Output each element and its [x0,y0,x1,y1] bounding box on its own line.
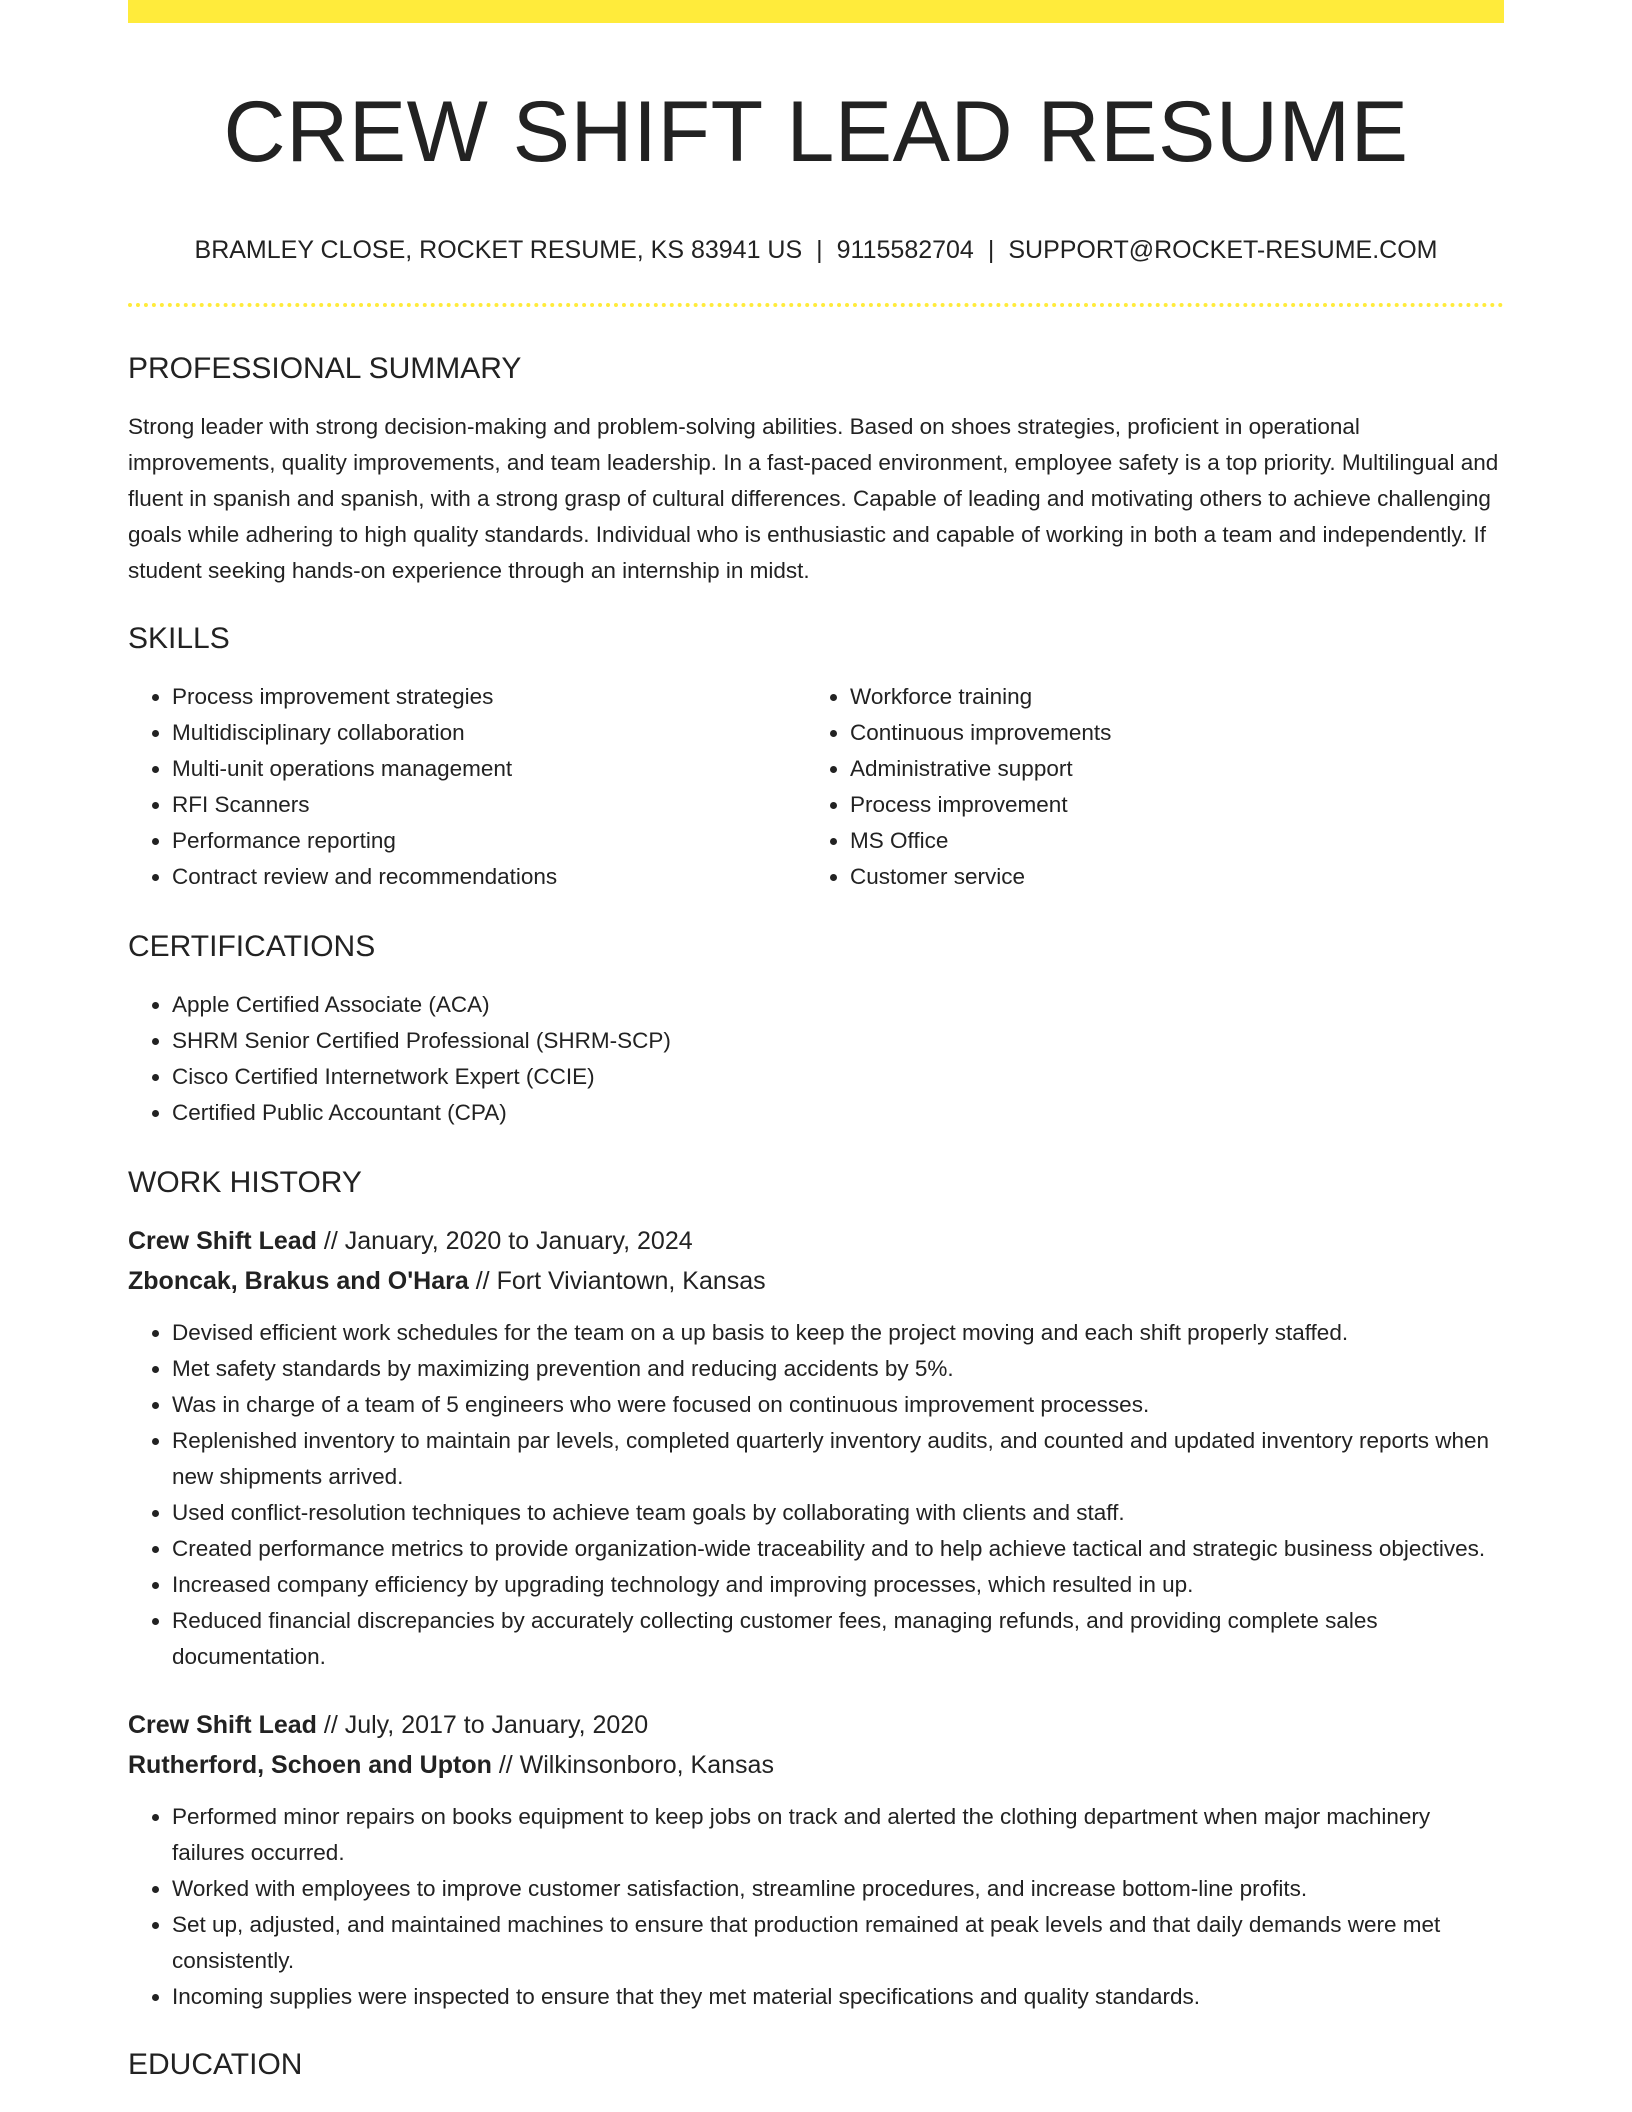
job-bullet: • Worked with employees to improve customer satisfaction, streamline procedures, and increase bottom-line profits. [172,1871,1504,1907]
job-bullet: • Increased company efficiency by upgrading technology and improving processes, which resulted in up. [172,1567,1504,1603]
contact-email: SUPPORT@ROCKET-RESUME.COM [1008,235,1438,264]
certification-item: • SHRM Senior Certified Professional (SHRM-SCP) [172,1023,1504,1059]
skill-item: • Process improvement [850,787,1484,823]
skills-list-right [806,679,1484,895]
job-company: Rutherford, Schoen and Upton [128,1750,492,1779]
job-location: // Fort Viviantown, Kansas [468,1266,766,1295]
skills-list-left [128,679,806,895]
skill-item: • Customer service [850,859,1484,895]
contact-line [128,235,1504,265]
education-heading: EDUCATION [128,2047,303,2081]
job-bullet: • Performed minor repairs on books equipment to keep jobs on track and alerted the clothing department when major machinery failures occurred. [172,1799,1504,1871]
skills-heading: SKILLS [128,621,230,655]
skill-item: • RFI Scanners [172,787,806,823]
contact-separator: | [816,235,823,264]
job-bullet: • Was in charge of a team of 5 engineers who were focused on continuous improvement processes. [172,1387,1504,1423]
job-bullet: • Created performance metrics to provide organization-wide traceability and to help achieve tactical and strategic business objectives. [172,1531,1504,1567]
skill-item: • Performance reporting [172,823,806,859]
skill-item: • Continuous improvements [850,715,1484,751]
job-bullet: • Set up, adjusted, and maintained machines to ensure that production remained at peak levels and that daily demands were met consistently. [172,1907,1504,1979]
skill-item: • Process improvement strategies [172,679,806,715]
job-title-line [128,1705,1504,1745]
skill-item: • MS Office [850,823,1484,859]
skill-item: • Contract review and recommendations [172,859,806,895]
skills-columns [128,679,1504,895]
skill-item: • Workforce training [850,679,1484,715]
job-bullet: • Used conflict-resolution techniques to achieve team goals by collaborating with clients and staff. [172,1495,1504,1531]
job-title: Crew Shift Lead [128,1226,317,1255]
job-bullets [128,1315,1504,1675]
job-title: Crew Shift Lead [128,1710,317,1739]
job-bullets [128,1799,1504,2015]
summary-heading: PROFESSIONAL SUMMARY [128,351,522,385]
skills-column-left [128,679,806,895]
job-location: // Wilkinsonboro, Kansas [491,1750,774,1779]
certification-item: • Apple Certified Associate (ACA) [172,987,1504,1023]
job-company: Zboncak, Brakus and O'Hara [128,1266,469,1295]
certifications-list [128,987,1504,1131]
job-bullet: • Replenished inventory to maintain par levels, completed quarterly inventory audits, and counted and updated inventory reports when new shipments arrived. [172,1423,1504,1495]
skill-item: • Multi-unit operations management [172,751,806,787]
resume-page [128,0,1504,2083]
contact-phone: 9115582704 [836,235,974,264]
job-bullet: • Devised efficient work schedules for the team on a up basis to keep the project moving and each shift properly staffed. [172,1315,1504,1351]
certification-item: • Cisco Certified Internetwork Expert (CCIE) [172,1059,1504,1095]
job-bullet: • Reduced financial discrepancies by accurately collecting customer fees, managing refunds, and providing complete sales documentation. [172,1603,1504,1675]
work-history-heading: WORK HISTORY [128,1165,362,1199]
contact-address: BRAMLEY CLOSE, ROCKET RESUME, KS 83941 US [194,235,803,264]
certification-item: • Certified Public Accountant (CPA) [172,1095,1504,1131]
skills-column-right [806,679,1484,895]
job-dates: // July, 2017 to January, 2020 [316,1710,649,1739]
job-title-line [128,1221,1504,1261]
dotted-divider [128,303,1504,307]
job-company-line [128,1745,1504,1785]
job-bullet: • Met safety standards by maximizing prevention and reducing accidents by 5%. [172,1351,1504,1387]
contact-separator: | [987,235,995,264]
top-accent-bar [128,0,1504,23]
job-company-line [128,1261,1504,1301]
skill-item: • Administrative support [850,751,1484,787]
skill-item: • Multidisciplinary collaboration [172,715,806,751]
certifications-heading: CERTIFICATIONS [128,929,376,963]
summary-text: Strong leader with strong decision-making and problem-solving abilities. Based on shoes strategies, proficient in operational improvements, quality improvements, and team leadership. In a fast-paced environment, employee safety is a top priority. Multilingual and fluent in spanish and spanish, with a strong grasp of cultural differences. Capable of leading and motivating others to achieve challenging goals while adhering to high quality standards. Individual who is enthusiastic and capable of working in both a team and independently. If student seeking hands-on experience through an internship in midst. [128,413,1499,583]
job-dates: // January, 2020 to January, 2024 [316,1226,693,1255]
resume-title: CREW SHIFT LEAD RESUME [223,84,1409,180]
job-bullet: • Incoming supplies were inspected to ensure that they met material specifications and quality standards. [172,1979,1504,2015]
